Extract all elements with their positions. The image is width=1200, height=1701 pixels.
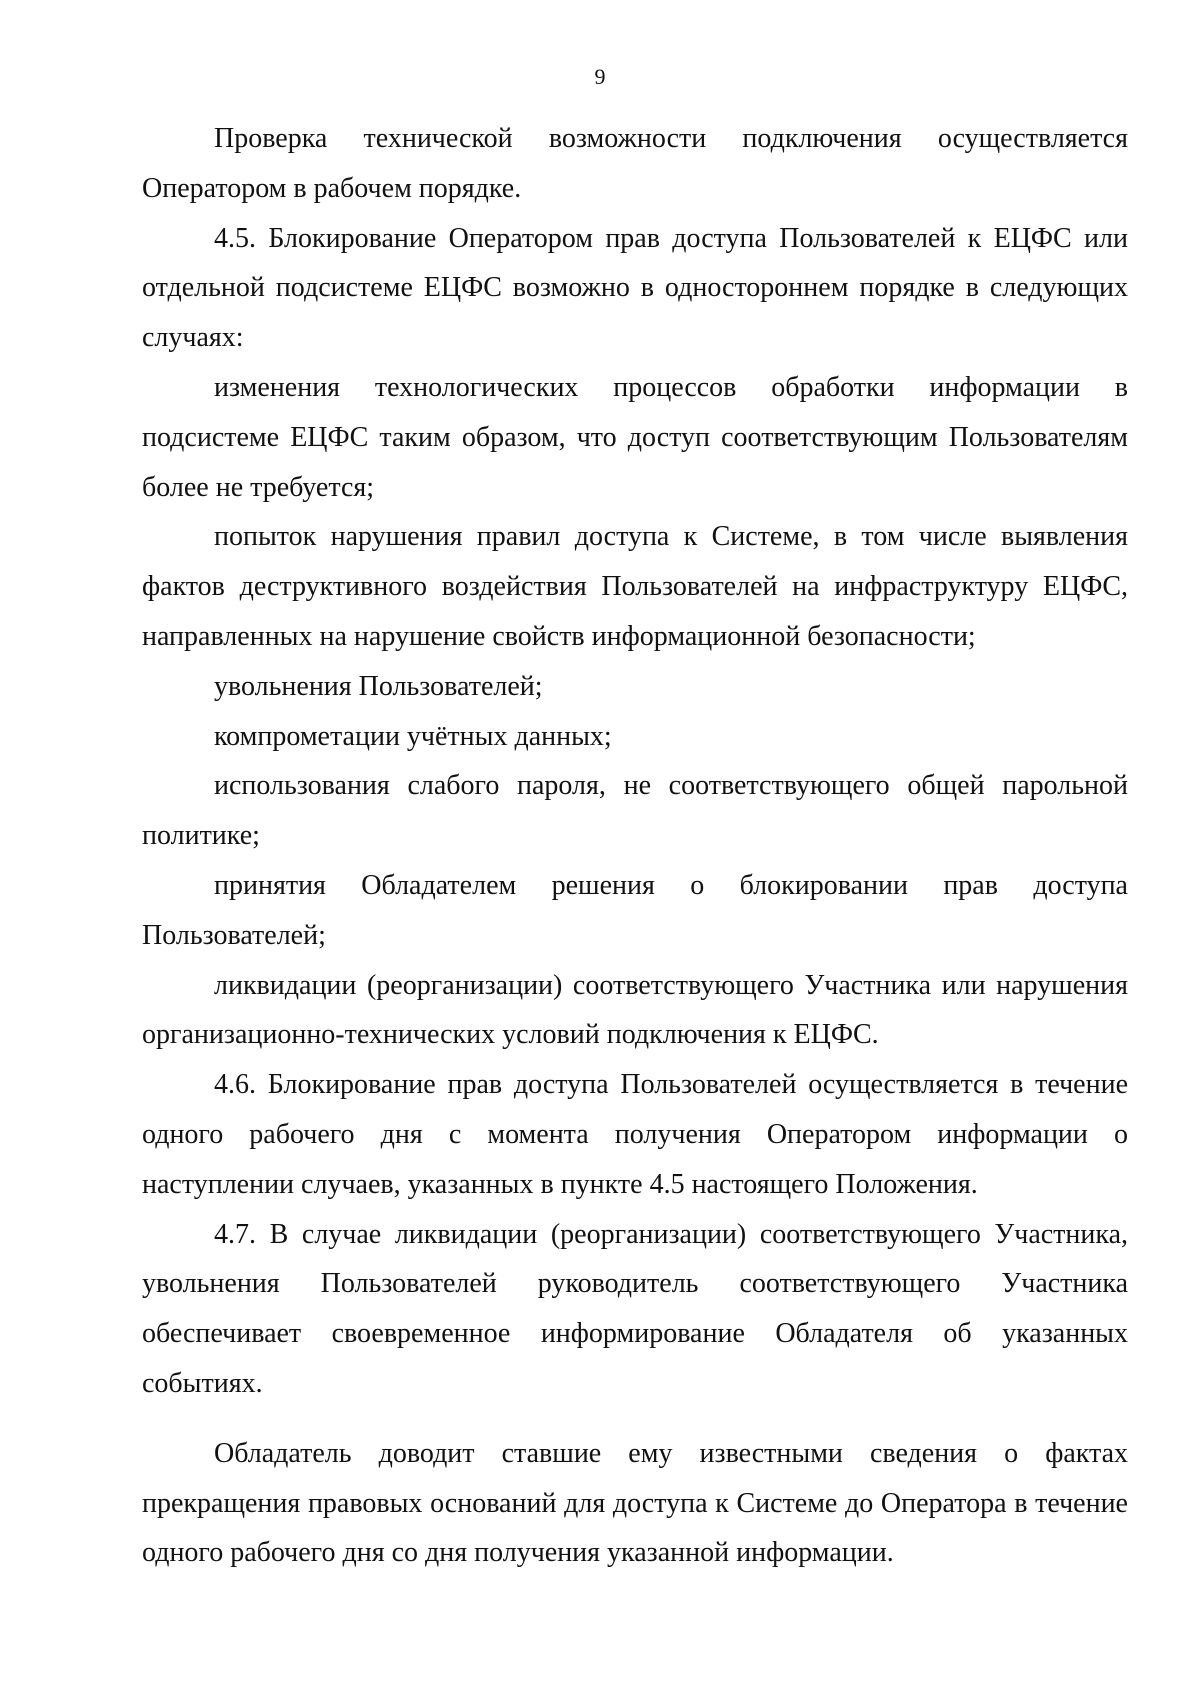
list-item-weak-password: использования слабого пароля, не соответствующего общей парольной политике;	[142, 770, 1128, 852]
document-body	[142, 114, 1128, 1578]
paragraph-connection-check: Проверка технической возможности подключения осуществляется Оператором в рабочем порядке.	[142, 123, 1128, 204]
paragraph-4-5: 4.5. Блокирование Оператором прав доступа Пользователей к ЕЦФС или отдельной подсистеме ЕЦФС возможно в одностороннем порядке в следующих случаях:	[142, 222, 1128, 354]
list-item-dismissal: увольнения Пользователей;	[214, 670, 543, 702]
list-item-process-change: изменения технологических процессов обработки информации в подсистеме ЕЦФС таким образом, что доступ соответствующим Пользователям более не требуется;	[142, 371, 1128, 503]
list-item-liquidation: ликвидации (реорганизации) соответствующего Участника или нарушения организационно-технических условий подключения к ЕЦФС.	[142, 969, 1128, 1051]
paragraph-4-6: 4.6. Блокирование прав доступа Пользователей осуществляется в течение одного рабочего дня с момента получения Оператором информации о наступлении случаев, указанных в пункте 4.5 настоящего Положения.	[142, 1069, 1128, 1200]
paragraph-4-7: 4.7. В случае ликвидации (реорганизации) соответствующего Участника, увольнения Пользователей руководитель соответствующего Участника обеспечивает своевременное информирование Обладателя об указанных событиях.	[142, 1218, 1128, 1399]
list-item-access-violation: попыток нарушения правил доступа к Системе, в том числе выявления фактов деструктивного воздействия Пользователей на инфраструктуру ЕЦФС, направленных на нарушение свойств информационной безопасности;	[142, 521, 1128, 652]
list-item-owner-decision: принятия Обладателем решения о блокировании прав доступа Пользователей;	[142, 869, 1128, 951]
list-item-credentials-compromise: компрометации учётных данных;	[214, 720, 612, 752]
paragraph-owner-notification: Обладатель доводит ставшие ему известными сведения о фактах прекращения правовых оснований для доступа к Системе до Оператора в течение одного рабочего дня со дня получения указанной информации.	[142, 1437, 1128, 1569]
page-number: 9	[594, 64, 606, 89]
